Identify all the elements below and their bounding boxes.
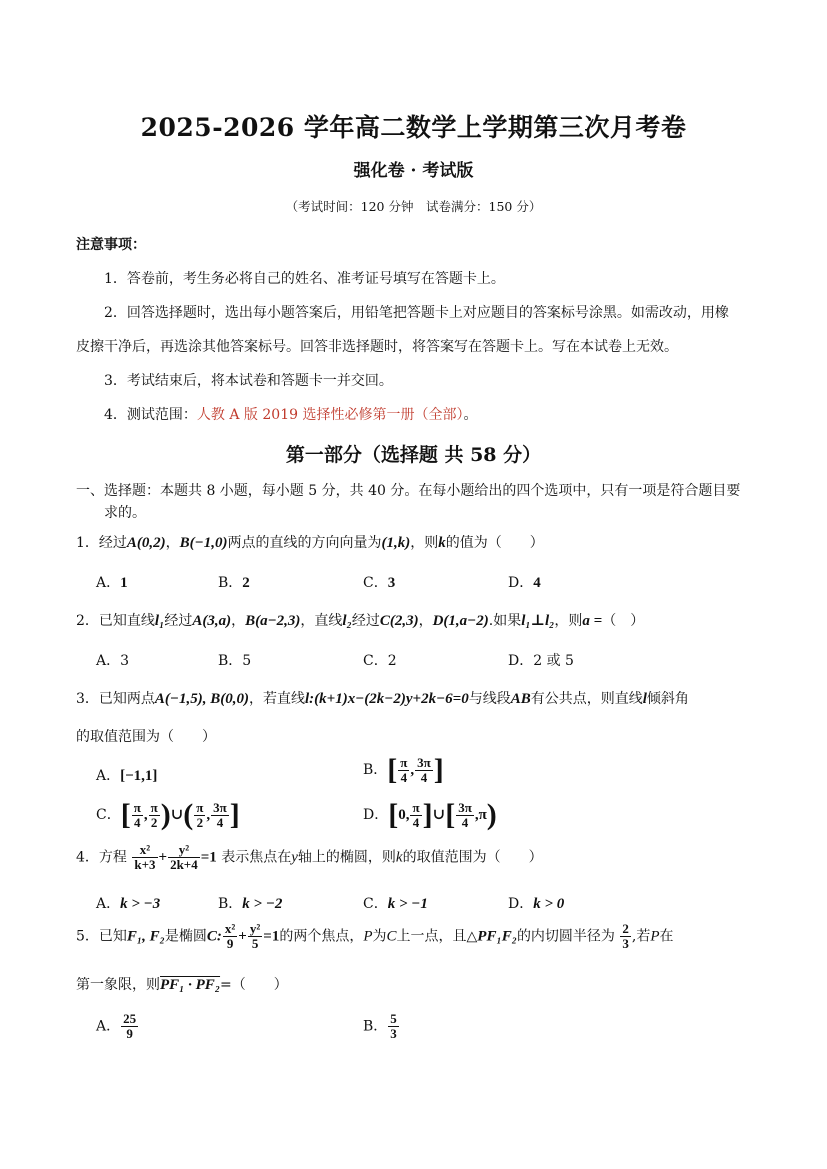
- q5-line-2: [76, 974, 288, 994]
- q5-frac-y: $\frac{\text{y²}}{5}$: [249, 921, 261, 951]
- q3-b-frac-2: $\frac{3\pi}{4}$: [417, 754, 431, 785]
- q2-option-c[interactable]: C．2: [363, 653, 397, 669]
- q5-eq: =1: [263, 928, 280, 945]
- q2-option-d[interactable]: D．2 或 5: [508, 653, 574, 669]
- q5-p-2: P: [650, 928, 660, 945]
- q2-text-6: ，则: [554, 613, 583, 629]
- q2-sep-2: ，: [418, 613, 433, 629]
- q1-text: 1．经过: [76, 535, 127, 551]
- q1-option-a[interactable]: [96, 572, 128, 592]
- q5-radius: $\frac{2}{3}$: [622, 921, 629, 951]
- q1-option-d[interactable]: [508, 572, 541, 592]
- q3-line-eq: l:(k+1)x−(2k−2)y+2k−6=0: [305, 691, 469, 707]
- q3-text: 3．已知两点: [76, 691, 155, 707]
- q2-text: 2．已知直线: [76, 613, 155, 629]
- note-item-4: [104, 404, 477, 424]
- q3-b-comma: ,: [410, 762, 415, 778]
- q5-text-2: 是椭圆: [164, 928, 207, 945]
- note-item-2b: 皮擦干净后，再选涂其他答案标号。回答非选择题时，将答案写在答题卡上。写在本试卷上无效。: [76, 339, 678, 355]
- q5-text: 5．已知: [76, 928, 127, 945]
- note-item-4-scope: 人教 A 版 2019 选择性必修第一册（全部）: [196, 407, 464, 423]
- q3-option-b-label: B．: [363, 762, 388, 778]
- q3-segment: AB: [510, 691, 531, 707]
- q2-option-a[interactable]: A．3: [96, 653, 130, 669]
- q5-option-b[interactable]: B． $\frac{5}{3}$: [363, 1011, 397, 1041]
- q4-option-b-value: k > −2: [242, 896, 283, 912]
- q3-option-c[interactable]: C．[ $\frac{\pi}{4}$ , $\frac{\pi}{2}$ )∪( $\frac{\pi}{2}$ , $\frac{3\pi}{4}$ ]: [96, 798, 240, 831]
- q5-p: P: [363, 928, 373, 945]
- note-item-3: 3．考试结束后，将本试卷和答题卡一并交回。: [104, 373, 393, 389]
- q1-point-b: B(−1,0): [179, 535, 228, 551]
- q3-points: A(−1,5), B(0,0): [154, 691, 250, 707]
- q1-option-c-label: C．: [363, 575, 388, 591]
- q5-text-10: =（ ）: [220, 977, 288, 993]
- q3-d-union: ∪: [432, 807, 446, 823]
- question-4: [76, 843, 543, 872]
- note-item-2a: 2．回答选择题时，选出每小题答案后，用铅笔把答题卡上对应题目的答案标号涂黑。如需改动，用橡: [104, 305, 729, 321]
- note-item-1: 1．答卷前，考生务必将自己的姓名、准考证号填写在答题卡上。: [104, 271, 505, 287]
- q3-d-pi: π: [478, 807, 487, 823]
- q3-text-5: 倾斜角: [646, 691, 689, 707]
- q5-text-7: ,若: [631, 928, 651, 945]
- q3-c-union: ∪: [170, 807, 184, 823]
- q3-l: l: [642, 691, 647, 707]
- q3-text-3: 与线段: [468, 691, 511, 707]
- q5-text-5: 上一点，且△: [396, 928, 478, 945]
- q1-option-a-value: 1: [120, 575, 128, 591]
- note-item-4-prefix: 4．测试范围：: [104, 407, 197, 423]
- q3-option-a[interactable]: [96, 765, 157, 785]
- q2-point-d: D(1,a−2): [432, 613, 489, 629]
- q4-frac-y: $\frac{\text{y²}}{2k+4}$: [170, 842, 198, 872]
- q1-text-3: ，则: [410, 535, 439, 551]
- q3-option-d-label: D．: [363, 807, 389, 823]
- q2-text-7: （ ）: [602, 613, 645, 629]
- q4-option-c[interactable]: C．k > −1: [363, 896, 428, 912]
- q4-text-4: 的取值范围为（ ）: [402, 849, 543, 866]
- q1-option-b-value: 2: [242, 575, 250, 591]
- section-intro-b: 求的。: [104, 505, 146, 521]
- exam-meta: （考试时间：120 分钟 试卷满分：150 分）: [285, 199, 542, 214]
- q5-foci: F₁, F₂: [126, 928, 165, 945]
- q1-option-b-label: B．: [218, 575, 243, 591]
- q1-option-a-label: A．: [96, 575, 121, 591]
- q4-frac-x: $\frac{\text{x²}}{k+3}$: [134, 842, 156, 872]
- q1-vector: (1,k): [381, 535, 411, 551]
- q1-sep: ，: [165, 535, 180, 551]
- q1-k: k: [438, 535, 446, 551]
- note-item-4-suffix: 。: [463, 407, 478, 423]
- q2-point-c: C(2,3): [379, 613, 419, 629]
- q2-text-2: 经过: [164, 613, 193, 629]
- q5-frac-x: $\frac{\text{x²}}{9}$: [224, 921, 236, 951]
- q3-b-frac-1: $\frac{\pi}{4}$: [400, 754, 408, 785]
- q2-l1: l₁: [154, 613, 165, 629]
- q3-option-a-value: [−1,1]: [120, 768, 158, 784]
- q1-text-2: 两点的直线的方向向量为: [227, 535, 382, 551]
- q3-option-d[interactable]: D．[0, $\frac{\pi}{4}$ ]∪[ $\frac{3\pi}{4}$ ,π): [363, 798, 497, 831]
- q4-k: k: [395, 849, 403, 866]
- q4-text-2: 表示焦点在: [221, 849, 292, 866]
- q1-option-b[interactable]: [218, 572, 250, 592]
- q1-option-d-label: D．: [508, 575, 534, 591]
- q5-ellipse-c: C:: [206, 928, 222, 945]
- exam-title: 2025-2026 学年高二数学上学期第三次月考卷: [140, 113, 687, 142]
- q1-point-a: A(0,2): [126, 535, 166, 551]
- q2-l2: l₂: [342, 613, 352, 629]
- q4-option-d-value: k > 0: [533, 896, 565, 912]
- q1-option-d-value: 4: [533, 575, 541, 591]
- q3-d-zero: 0,: [398, 807, 410, 823]
- q1-text-4: 的值为（ ）: [445, 535, 544, 551]
- q5-c: C: [386, 928, 397, 945]
- q4-eq: =1: [200, 849, 217, 866]
- q4-plus: +: [158, 849, 168, 866]
- q2-text-4: 经过: [351, 613, 380, 629]
- q4-option-c-value: k > −1: [387, 896, 428, 912]
- question-3: [76, 688, 689, 708]
- exam-subtitle: 强化卷 · 考试版: [353, 161, 474, 181]
- question-5: [76, 922, 674, 951]
- q5-option-a-value: $\frac{25}{9}$: [123, 1011, 137, 1041]
- q1-option-c[interactable]: [363, 572, 395, 592]
- section-title: 第一部分（选择题 共 58 分）: [285, 444, 542, 466]
- q2-point-a: A(3,a): [192, 613, 232, 629]
- question-1: [76, 532, 544, 552]
- q5-text-6: 的内切圆半径为: [516, 928, 615, 945]
- q4-option-d[interactable]: D．k > 0: [508, 896, 565, 912]
- q4-option-b[interactable]: B．k > −2: [218, 896, 283, 912]
- q4-y: y: [291, 849, 298, 866]
- q5-text-3: 的两个焦点，: [279, 928, 364, 945]
- q5-triangle: PF₁F₂: [477, 928, 517, 945]
- q5-option-a[interactable]: A． $\frac{25}{9}$: [96, 1011, 137, 1041]
- q5-option-b-value: $\frac{5}{3}$: [390, 1011, 397, 1041]
- section-intro-a: 一、选择题：本题共 8 小题，每小题 5 分，共 40 分。在每小题给出的四个选项中，只有一项是符合题目要: [76, 483, 741, 499]
- q2-text-5: .如果: [488, 613, 522, 629]
- q2-a-eq: a =: [582, 613, 603, 629]
- q4-option-a[interactable]: A．k > −3: [96, 896, 161, 912]
- q4-text: 4．方程: [76, 849, 127, 866]
- q4-option-a-value: k > −3: [120, 896, 161, 912]
- q3-text-2: ，若直线: [249, 691, 306, 707]
- q5-text-8: 在: [659, 928, 674, 945]
- q2-text-3: ，直线: [300, 613, 343, 629]
- q3-option-a-label: A．: [96, 768, 121, 784]
- q5-text-4: 为: [372, 928, 387, 945]
- q3-text-6: 的取值范围为（ ）: [76, 729, 216, 745]
- q5-text-9: 第一象限，则: [76, 977, 160, 993]
- q2-perp: l₁⊥l₂: [521, 613, 555, 629]
- q4-text-3: 轴上的椭圆，则: [297, 849, 396, 866]
- q1-option-c-value: 3: [387, 575, 396, 591]
- q5-plus: +: [238, 928, 247, 945]
- q5-dot-product: PF₁ · PF₂: [160, 977, 221, 993]
- q2-point-b: B(a−2,3): [245, 613, 301, 629]
- q3-text-4: 有公共点，则直线: [530, 691, 643, 707]
- q2-sep: ，: [231, 613, 246, 629]
- question-2: [76, 610, 644, 630]
- q2-option-b[interactable]: B．5: [218, 653, 252, 669]
- q3-option-c-label: C．: [96, 807, 121, 823]
- notes-heading: 注意事项：: [76, 237, 146, 253]
- q3-option-b[interactable]: B．[ $\frac{\pi}{4}$ , $\frac{3\pi}{4}$ ]: [363, 753, 444, 786]
